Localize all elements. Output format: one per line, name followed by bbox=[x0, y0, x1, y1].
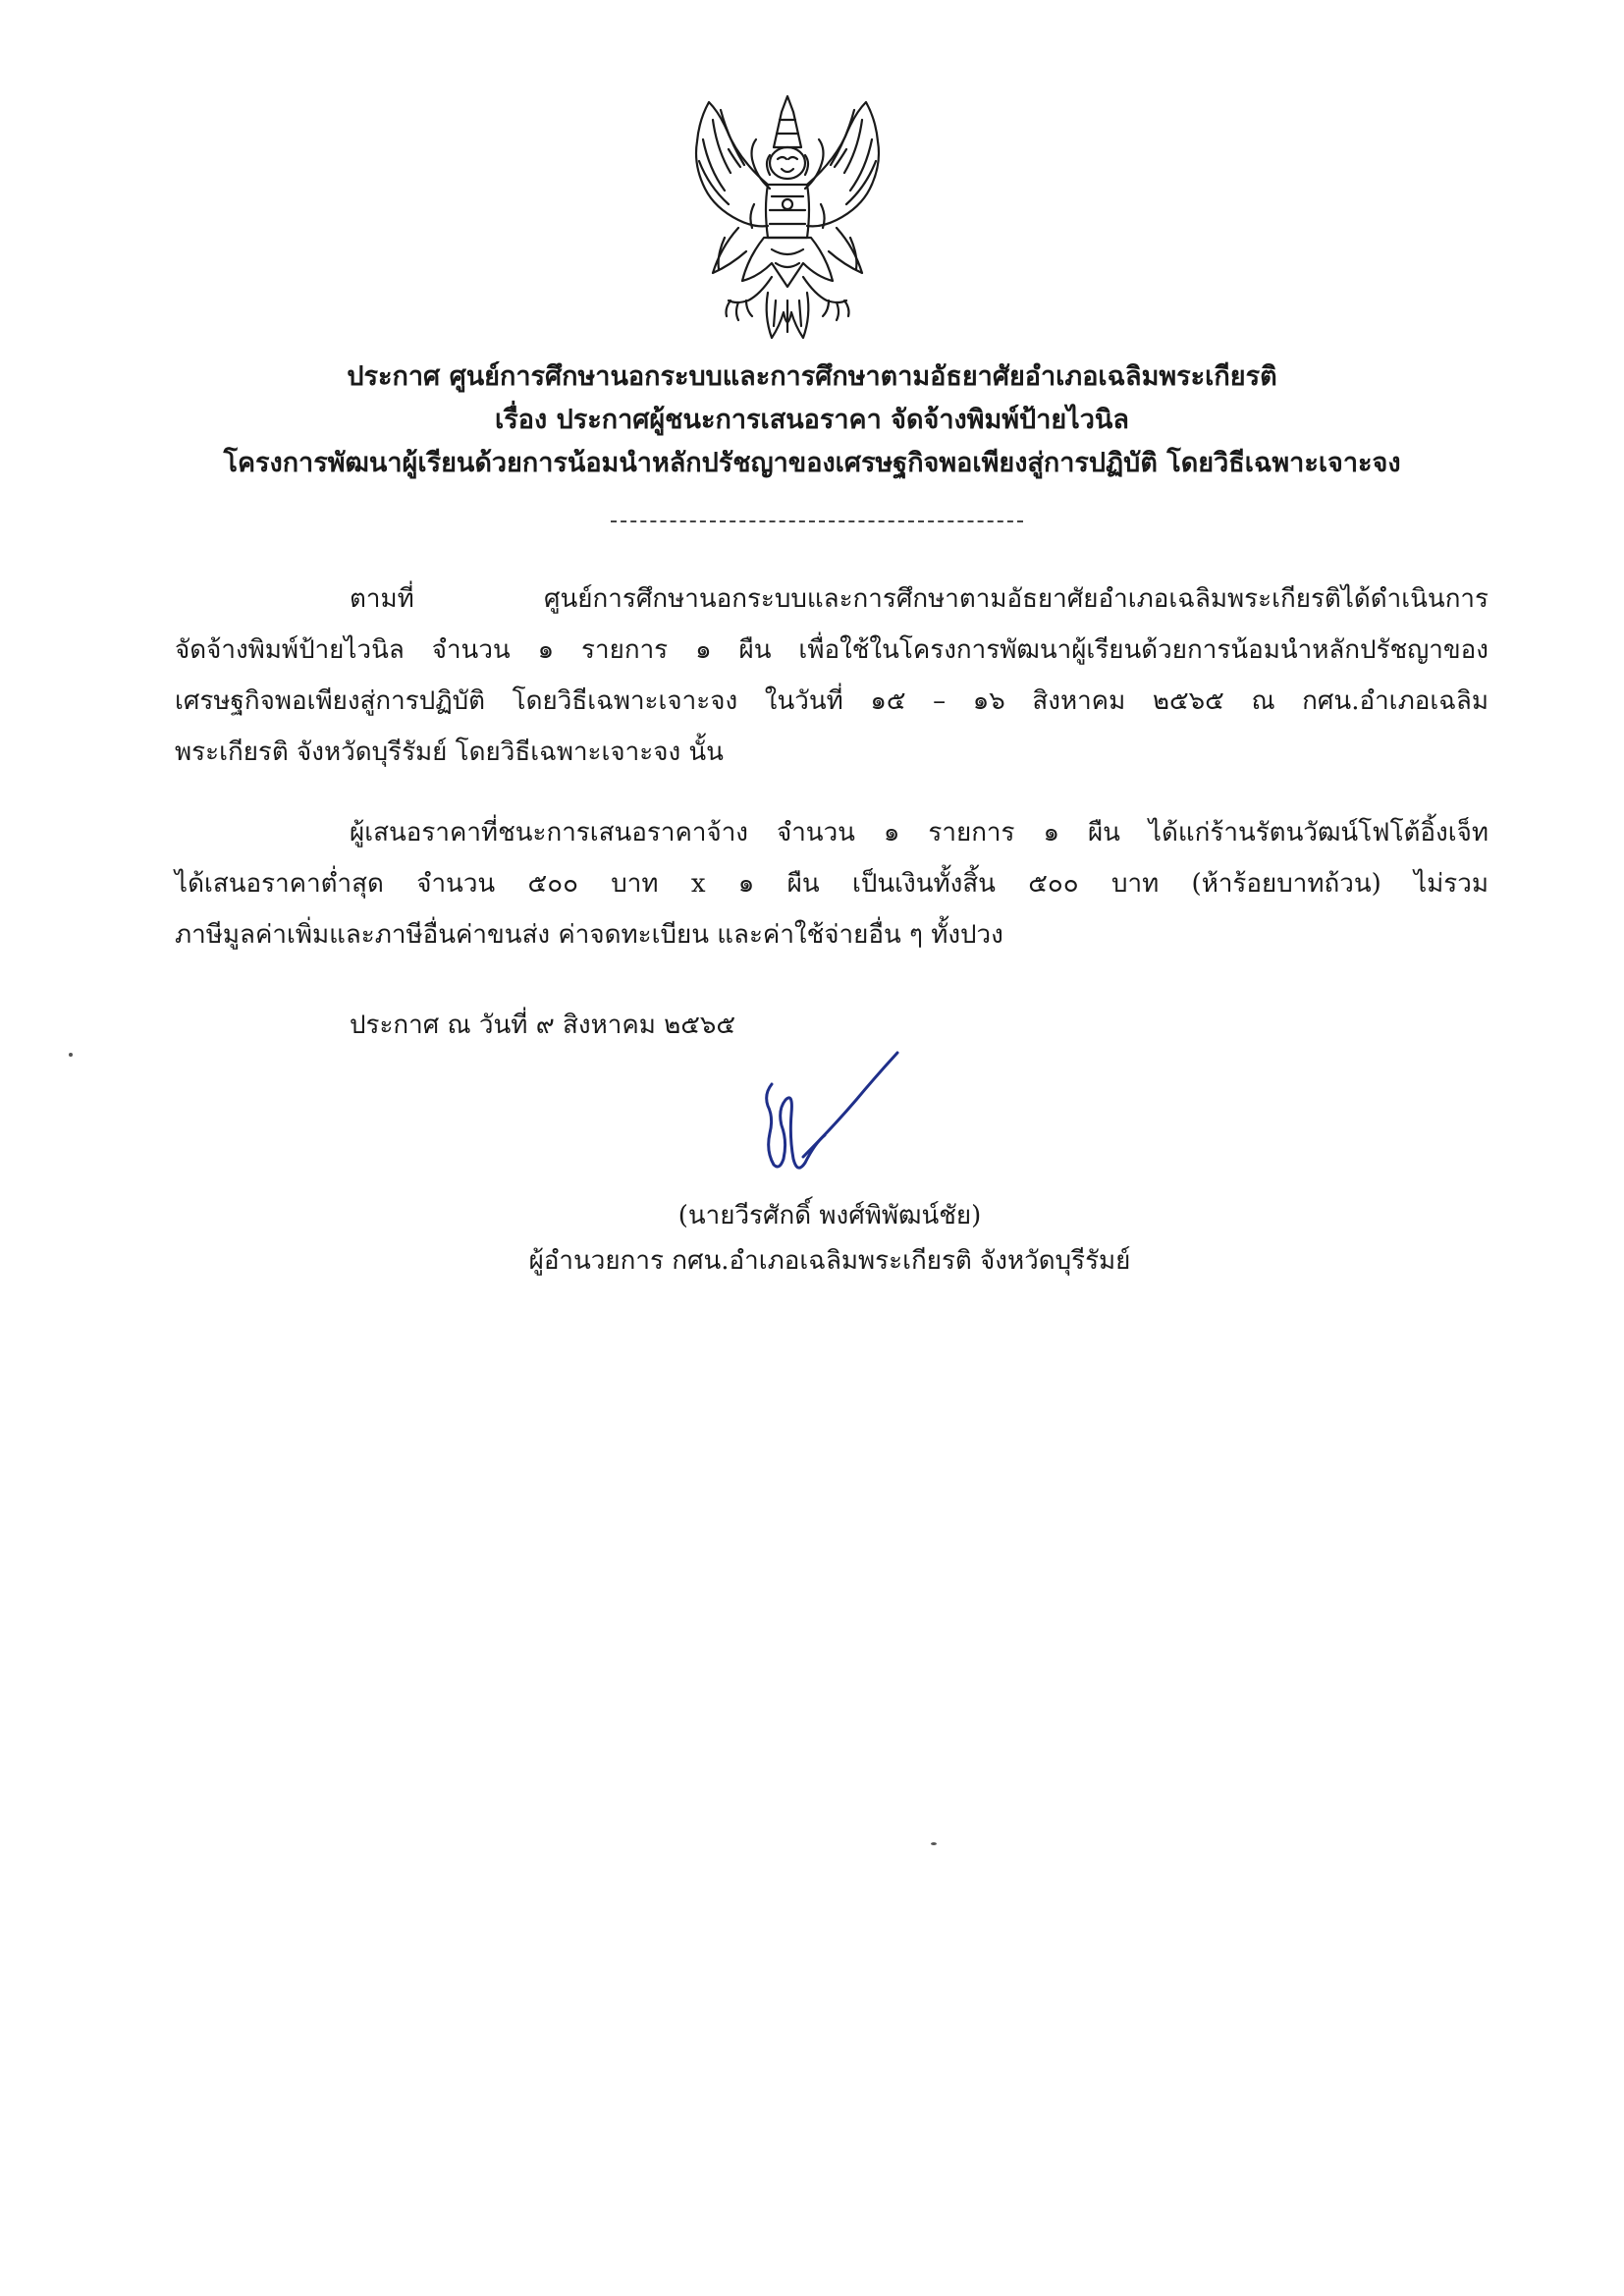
paragraph-line: ตามที่ ศูนย์การศึกษานอกระบบและการศึกษาตามอัธยาศัยอำเภอเฉลิมพระเกียรติได้ดำเนินการ bbox=[350, 584, 1489, 614]
paragraph-line: ได้เสนอราคาต่ำสุด จำนวน ๕๐๐ บาท x ๑ ผืน เป็นเงินทั้งสิ้น ๕๐๐ บาท (ห้าร้อยบาทถ้วน) ไม่รวม bbox=[175, 869, 1489, 899]
paragraph-background bbox=[175, 574, 1489, 778]
signatory-name: (นายวีรศักดิ์ พงศ์พิพัฒน์ชัย) bbox=[677, 1201, 982, 1230]
paragraph-winner bbox=[175, 807, 1489, 960]
document-header bbox=[0, 355, 1624, 485]
header-project: โครงการพัฒนาผู้เรียนด้วยการน้อมนำหลักปรัชญาของเศรษฐกิจพอเพียงสู่การปฏิบัติ โดยวิธีเฉพาะเจาะจง bbox=[223, 448, 1401, 478]
paragraph-line: ภาษีมูลค่าเพิ่มและภาษีอื่นค่าขนส่ง ค่าจดทะเบียน และค่าใช้จ่ายอื่น ๆ ทั้งปวง bbox=[175, 920, 1003, 950]
scan-speck bbox=[931, 1842, 937, 1845]
signatory-position: ผู้อำนวยการ กศน.อำเภอเฉลิมพระเกียรติ จังหวัดบุรีรัมย์ bbox=[528, 1246, 1131, 1276]
handwritten-signature bbox=[754, 1049, 911, 1196]
header-subject: เรื่อง ประกาศผู้ชนะการเสนอราคา จัดจ้างพิมพ์ป้ายไวนิล bbox=[495, 405, 1129, 435]
header-announcement-title: ประกาศ ศูนย์การศึกษานอกระบบและการศึกษาตามอัธยาศัยอำเภอเฉลิมพระเกียรติ bbox=[347, 361, 1277, 392]
paragraph-line: พระเกียรติ จังหวัดบุรีรัมย์ โดยวิธีเฉพาะเจาะจง นั้น bbox=[175, 738, 724, 767]
scan-speck bbox=[69, 1053, 73, 1057]
garuda-emblem-icon bbox=[670, 90, 905, 348]
announcement-date: ประกาศ ณ วันที่ ๙ สิงหาคม ๒๕๖๕ bbox=[350, 1011, 736, 1040]
paragraph-line: จัดจ้างพิมพ์ป้ายไวนิล จำนวน ๑ รายการ ๑ ผืน เพื่อใช้ในโครงการพัฒนาผู้เรียนด้วยการน้อมนำหลักปรัชญาของ bbox=[175, 635, 1489, 665]
header-divider bbox=[611, 520, 1023, 522]
paragraph-line: เศรษฐกิจพอเพียงสู่การปฏิบัติ โดยวิธีเฉพาะเจาะจง ในวันที่ ๑๕ – ๑๖ สิงหาคม ๒๕๖๕ ณ กศน.อำเภอเฉลิม bbox=[175, 686, 1489, 716]
paragraph-line: ผู้เสนอราคาที่ชนะการเสนอราคาจ้าง จำนวน ๑ รายการ ๑ ผืน ได้แก่ร้านรัตนวัฒน์โฟโต้อิ้งเจ็ท bbox=[350, 818, 1489, 847]
